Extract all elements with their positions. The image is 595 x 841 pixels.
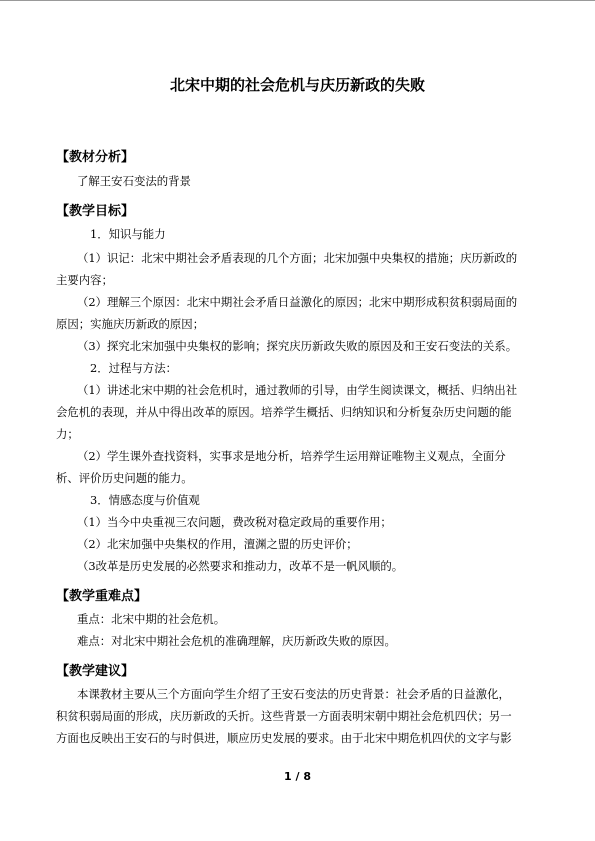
objective-3-2: （2）北宋加强中央集权的作用，澶渊之盟的历史评价；	[77, 537, 358, 551]
key-point: 重点：北宋中期的社会危机。	[77, 612, 226, 626]
page-title: 北宋中期的社会危机与庆历新政的失败	[169, 76, 425, 94]
objective-3-3: （3改革是历史发展的必然要求和推动力，改革不是一帆风顺的。	[77, 559, 404, 573]
objective-1-1a: （1）识记：北宋中期社会矛盾表现的几个方面；北宋加强中央集权的措施；庆历新政的	[77, 251, 518, 265]
objective-3-1: （1）当今中央重视三农问题，费改税对稳定政局的重要作用；	[77, 515, 392, 529]
heading-suggestion: 【教学建议】	[56, 664, 135, 679]
objective-2-1a: （1）讲述北宋中期的社会危机时，通过教师的引导，由学生阅读课文，概括、归纳出社	[77, 383, 518, 397]
objective-1-2a: （2）理解三个原因：北宋中期社会矛盾日益激化的原因；北宋中期形成积贫积弱局面的	[77, 295, 518, 309]
suggestion-line-1: 本课教材主要从三个方面向学生介绍了王安石变法的历史背景：社会矛盾的日益激化，	[77, 687, 510, 701]
objective-2: 2．过程与方法：	[90, 361, 177, 375]
page-number: 1 / 8	[284, 770, 311, 783]
analysis-text: 了解王安石变法的背景	[77, 174, 191, 188]
objective-1-2b: 原因；实施庆历新政的原因；	[56, 317, 205, 331]
heading-analysis: 【教材分析】	[56, 150, 135, 165]
top-rule	[0, 0, 595, 1]
objective-2-1b: 会危机的表现，并从中得出改革的原因。培养学生概括、归纳知识和分析复杂历史问题的能	[56, 405, 512, 419]
objective-2-2b: 析、评价历史问题的能力。	[56, 471, 193, 485]
objective-1-3: （3）探究北宋加强中央集权的影响；探究庆历新政失败的原因及和王安石变法的关系。	[77, 339, 518, 353]
objective-1: 1．知识与能力	[90, 227, 166, 241]
objective-1-1b: 主要内容；	[56, 273, 113, 287]
objective-2-1c: 力；	[56, 427, 79, 441]
heading-keypoints: 【教学重难点】	[56, 589, 148, 604]
heading-objectives: 【教学目标】	[56, 204, 135, 219]
suggestion-line-2: 积贫积弱局面的形成，庆历新政的夭折。这些背景一方面表明宋朝中期社会危机四伏；另一	[56, 709, 512, 723]
objective-3: 3．情感态度与价值观	[90, 493, 200, 507]
suggestion-line-3: 方面也反映出王安石的与时俱进，顺应历史发展的要求。由于北宋中期危机四伏的文字与影	[56, 731, 512, 745]
difficult-point: 难点：对北宋中期社会危机的准确理解，庆历新政失败的原因。	[77, 634, 396, 648]
objective-2-2a: （2）学生课外查找资料，实事求是地分析，培养学生运用辩证唯物主义观点，全面分	[77, 449, 506, 463]
